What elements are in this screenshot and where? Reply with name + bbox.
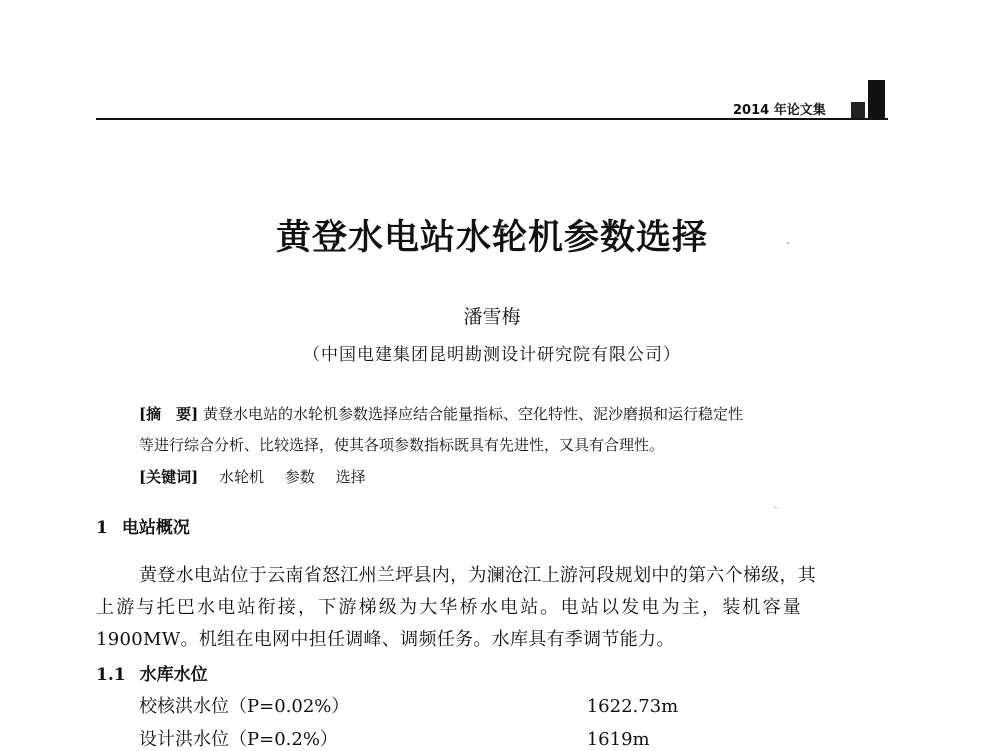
author-affiliation: （中国电建集团昆明勘测设计研究院有限公司） [303, 345, 681, 365]
abstract-text-line-1: 黄登水电站的水轮机参数选择应结合能量指标、空化特性、泥沙磨损和运行稳定性 [202, 405, 743, 423]
water-level-row [139, 725, 839, 751]
subsection-heading [96, 660, 208, 685]
abstract-label: [摘 要] [139, 405, 199, 423]
water-level-name: 设计洪水位（P=0.2%） [139, 729, 338, 750]
body-paragraph-line: 1900MW。机组在电网中担任调峰、调频任务。水库具有季调节能力。 [96, 629, 675, 650]
scan-speck [787, 242, 789, 244]
author-name: 潘雪梅 [463, 306, 521, 328]
water-level-value: 1622.73m [586, 696, 679, 717]
water-level-name: 校核洪水位（P=0.02%） [139, 696, 350, 717]
header-thumb-tab [868, 80, 885, 120]
paper-title: 黄登水电站水轮机参数选择 [275, 217, 708, 258]
header-block-mark [851, 102, 865, 118]
running-header: 2014 年论文集 [733, 103, 826, 118]
subsection-title: 水库水位 [139, 665, 208, 685]
abstract-continuation [139, 434, 664, 455]
keywords-label: [关键词] [139, 468, 199, 486]
keyword-item: 参数 [284, 468, 315, 486]
abstract [139, 403, 743, 424]
keyword-item: 选择 [335, 468, 366, 486]
subsection-number: 1.1 [96, 665, 126, 685]
body-paragraph-line: 上游与托巴水电站衔接，下游梯级为大华桥水电站。电站以发电为主，装机容量 [96, 597, 803, 618]
section-heading [96, 513, 190, 538]
abstract-text-line-2: 等进行综合分析、比较选择，使其各项参数指标既具有先进性，又具有合理性。 [139, 436, 665, 454]
section-number: 1 [96, 518, 108, 538]
water-level-row [139, 692, 839, 718]
water-level-value: 1619m [586, 729, 650, 750]
keyword-item: 水轮机 [218, 468, 264, 486]
section-title: 电站概况 [121, 518, 190, 538]
keywords [139, 466, 366, 487]
scan-speck [774, 507, 777, 508]
header-rule [96, 118, 888, 120]
body-paragraph-line: 黄登水电站位于云南省怒江州兰坪县内，为澜沧江上游河段规划中的第六个梯级，其 [139, 565, 817, 586]
